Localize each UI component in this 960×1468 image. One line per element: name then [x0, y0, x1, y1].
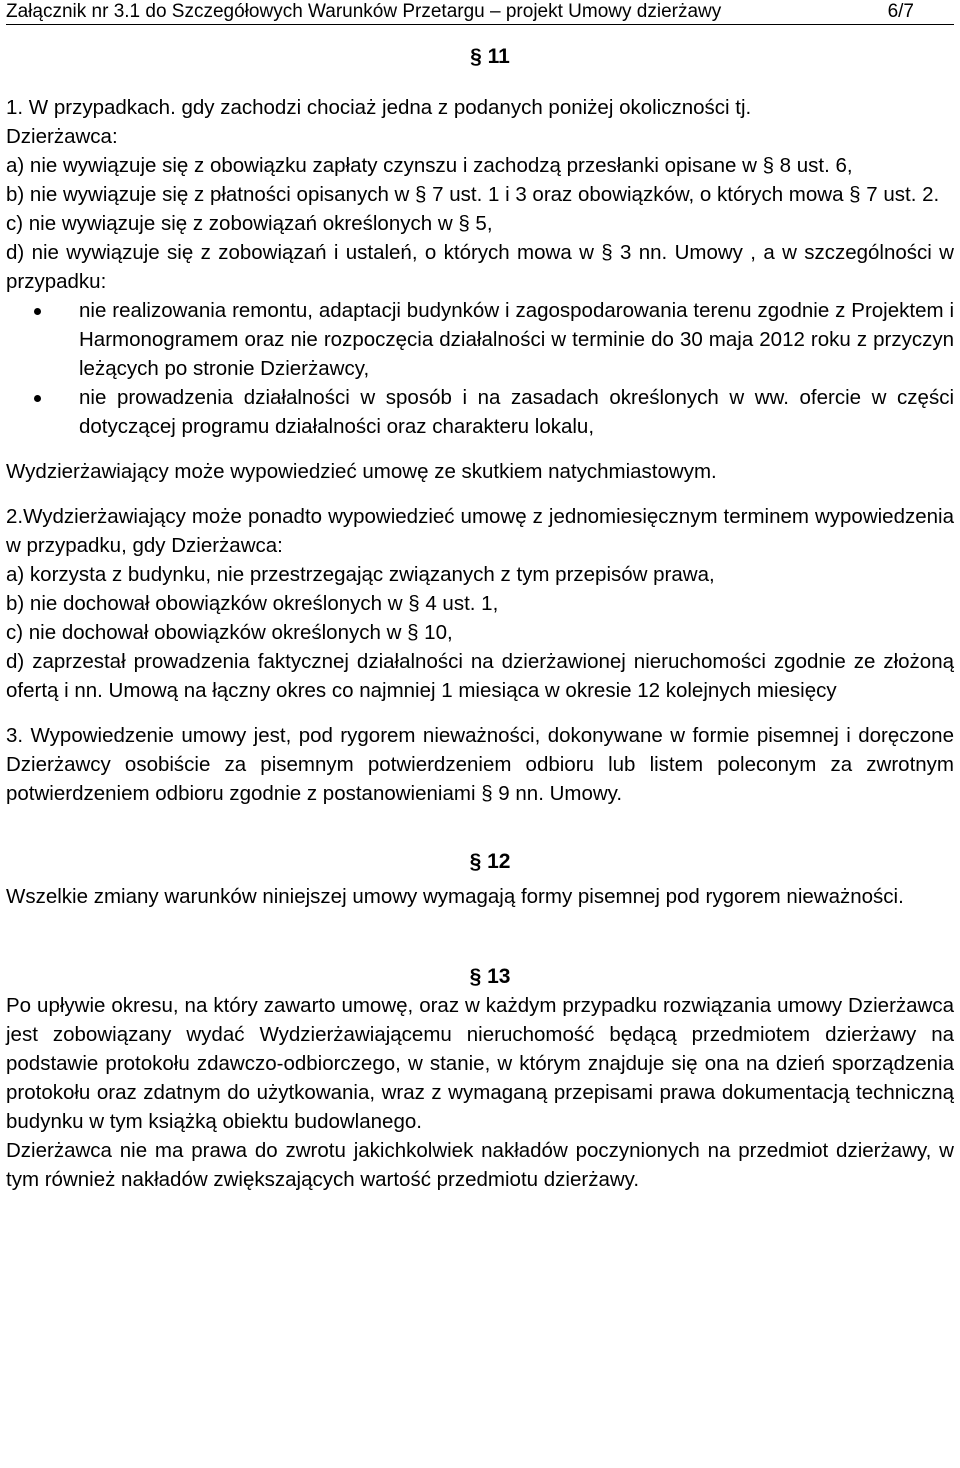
- sec11-point-a: a) nie wywiązuje się z obowiązku zapłaty czynszu i zachodzą przesłanki opisane w § 8 ust. 6,: [6, 154, 853, 177]
- sec11-paragraph-3: 3. Wypowiedzenie umowy jest, pod rygorem nieważności, dokonywane w formie pisemnej i doręczone Dzierżawcy osobiście za pisemnym potwierdzeniem odbioru lub listem poleconym za zwrotnym potwierdzeniem odbioru zgodnie z postanowieniami § 9 nn. Umowy.: [6, 724, 954, 805]
- section-12-heading: § 12: [469, 850, 511, 873]
- sec11-paragraph-2-a: a) korzysta z budynku, nie przestrzegając związanych z tym przepisów prawa,: [6, 563, 715, 586]
- sec11-intro: 1. W przypadkach. gdy zachodzi chociaż jedna z podanych poniżej okoliczności tj.: [6, 96, 752, 119]
- section-11-heading: § 11: [470, 45, 510, 68]
- sec11-point-d: d) nie wywiązuje się z zobowiązań i ustaleń, o których mowa w § 3 nn. Umowy , a w szczególności w przypadku:: [6, 241, 954, 293]
- sec11-conclusion: Wydzierżawiający może wypowiedzieć umowę ze skutkiem natychmiastowym.: [6, 460, 717, 483]
- sec12-text: Wszelkie zmiany warunków niniejszej umowy wymagają formy pisemnej pod rygorem nieważności.: [6, 885, 904, 908]
- sec11-paragraph-2-d: d) zaprzestał prowadzenia faktycznej działalności na dzierżawionej nieruchomości zgodnie ze złożoną ofertą i nn. Umową na łączny okres co najmniej 1 miesiąca w okresie 12 kolejnych miesięcy: [6, 650, 954, 702]
- sec11-paragraph-2-c: c) nie dochował obowiązków określonych w § 10,: [6, 621, 453, 644]
- sec11-bullet-1: nie realizowania remontu, adaptacji budynków i zagospodarowania terenu zgodnie z Projektem i Harmonogramem oraz nie rozpoczęcia działalności w terminie do 30 maja 2012 roku z przyczyn leżących po stronie Dzierżawcy,: [79, 296, 954, 383]
- section-13-heading: § 13: [469, 965, 511, 988]
- sec11-bullet-list: [6, 296, 954, 441]
- sec13-paragraph-1: Po upływie okresu, na który zawarto umowę, oraz w każdym przypadku rozwiązania umowy Dzierżawca jest zobowiązany wydać Wydzierżawiającemu nieruchomość będącą przedmiotem dzierżawy na podstawie protokołu zdawczo-odbiorczego, w stanie, w którym znajduje się ona na dzień sporządzenia protokołu oraz zdatnym do użytkowania, wraz z wymaganą przepisami prawa dokumentacją techniczną budynku w tym książką obiektu budowlanego.: [6, 994, 954, 1133]
- sec11-dzierzawca: Dzierżawca:: [6, 125, 118, 148]
- page-header: [6, 0, 954, 25]
- header-page-number: 6/7: [887, 1, 914, 22]
- header-title: Załącznik nr 3.1 do Szczegółowych Warunków Przetargu – projekt Umowy dzierżawy: [6, 1, 722, 22]
- sec11-bullet-2: nie prowadzenia działalności w sposób i na zasadach określonych w ww. ofercie w części dotyczącej programu działalności oraz charakteru lokalu,: [79, 383, 954, 441]
- sec11-point-c: c) nie wywiązuje się z zobowiązań określonych w § 5,: [6, 212, 493, 235]
- sec11-point-b: b) nie wywiązuje się z płatności opisanych w § 7 ust. 1 i 3 oraz obowiązków, o których mowa § 7 ust. 2.: [6, 183, 940, 206]
- sec11-paragraph-2: 2.Wydzierżawiający może ponadto wypowiedzieć umowę z jednomiesięcznym terminem wypowiedzenia w przypadku, gdy Dzierżawca:: [6, 505, 954, 557]
- sec11-paragraph-2-b: b) nie dochował obowiązków określonych w § 4 ust. 1,: [6, 592, 499, 615]
- sec13-paragraph-2: Dzierżawca nie ma prawa do zwrotu jakichkolwiek nakładów poczynionych na przedmiot dzierżawy, w tym również nakładów zwiększających wartość przedmiotu dzierżawy.: [6, 1139, 954, 1191]
